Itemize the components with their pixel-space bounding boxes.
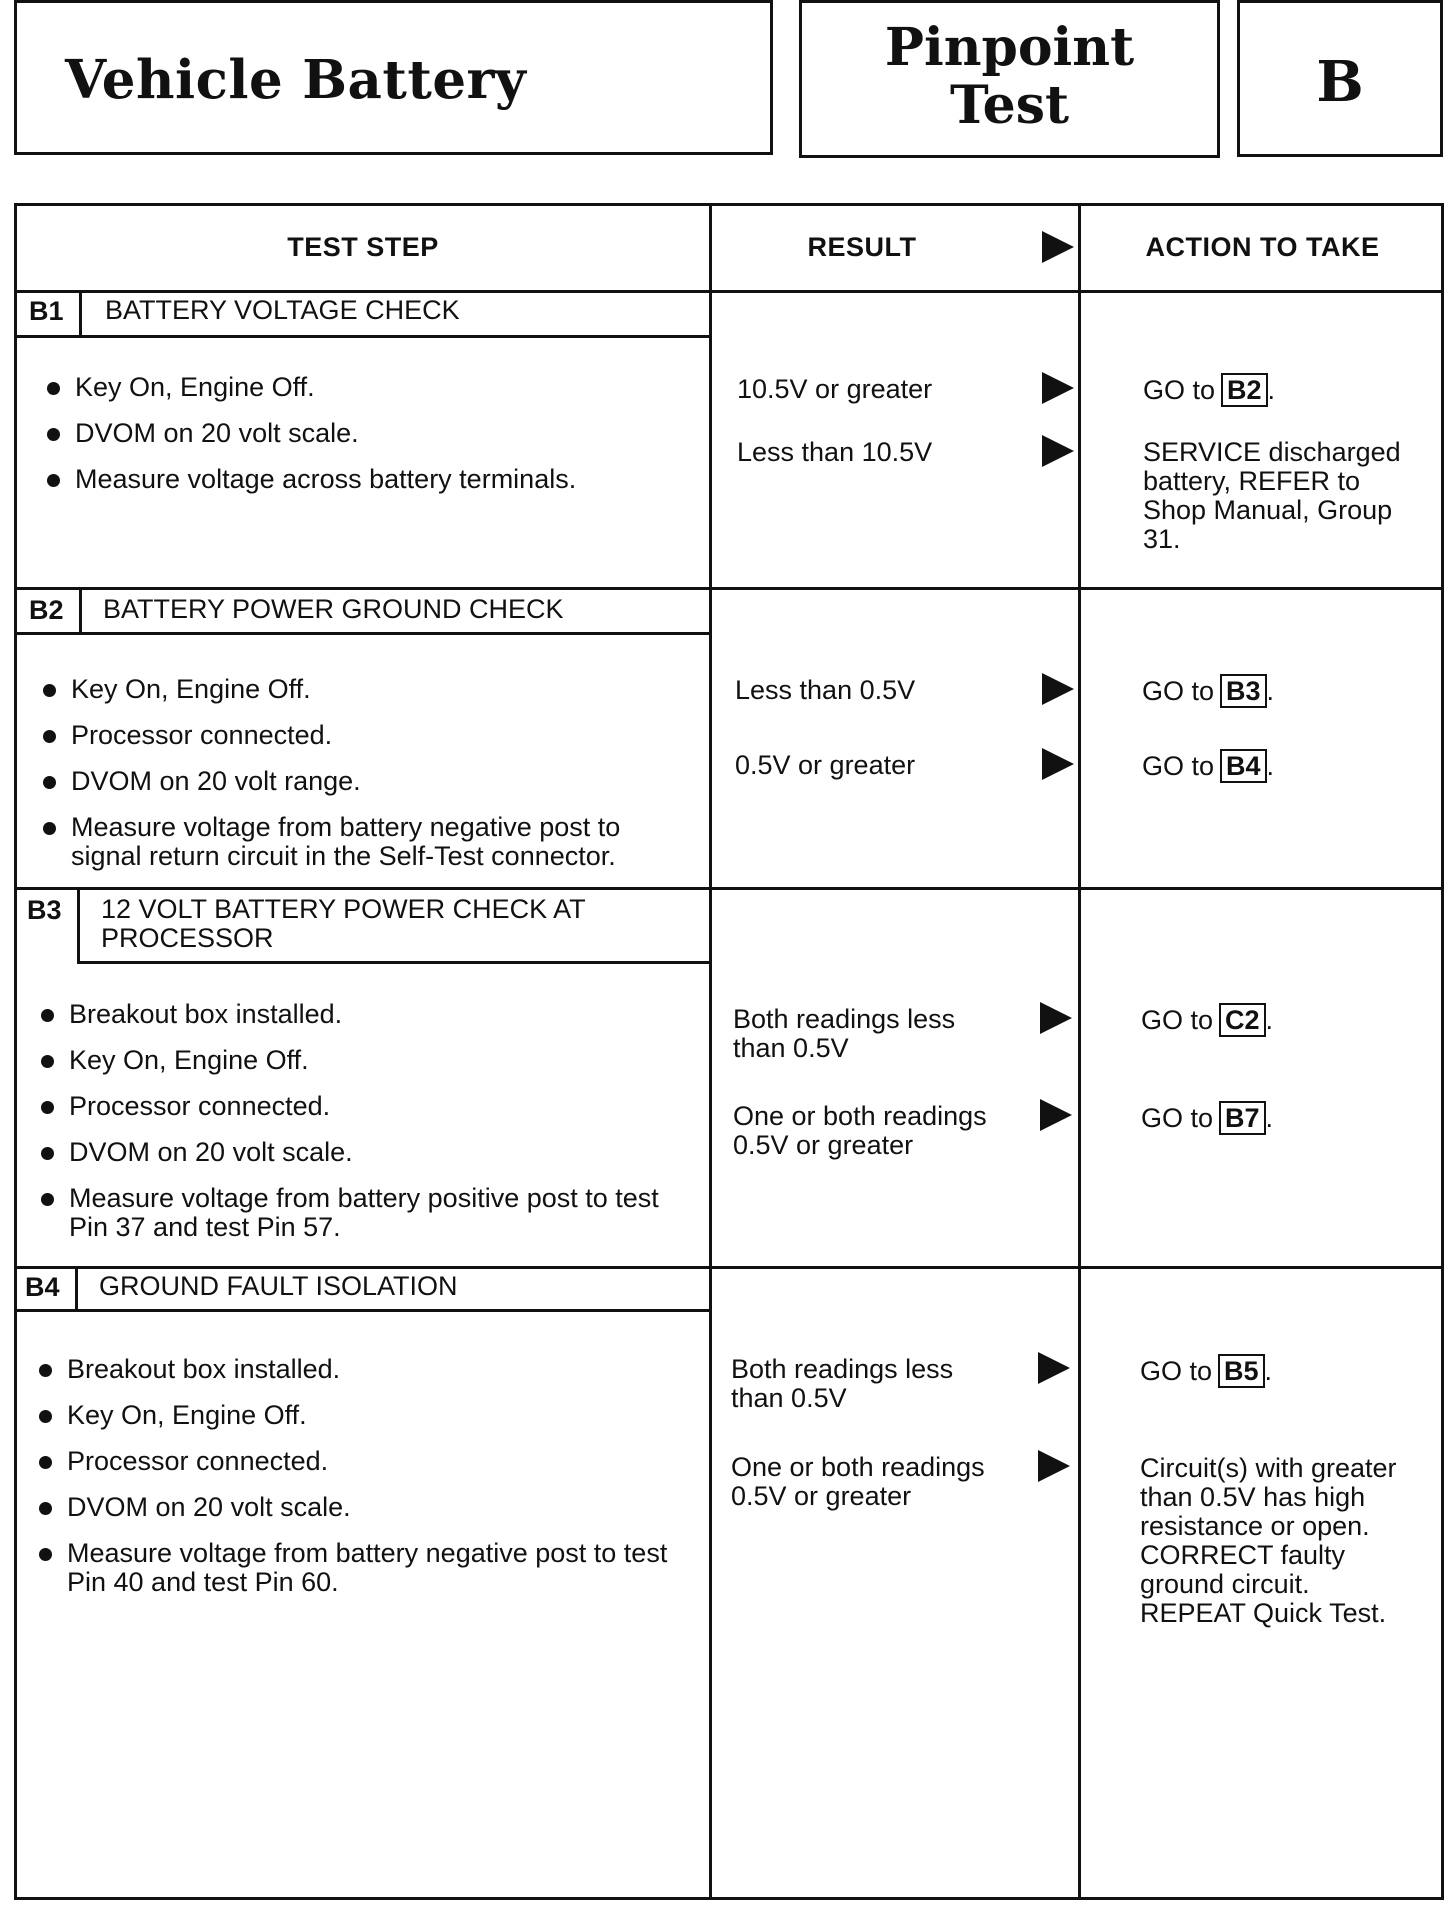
column-header-result: RESULT xyxy=(807,232,917,262)
action-suffix: . xyxy=(1265,1005,1274,1035)
pinpoint-test-table xyxy=(14,203,1444,1900)
column-divider xyxy=(709,206,712,1897)
action-text: Circuit(s) with greater than 0.5V has high resistance or open. CORRECT faulty ground circuit. REPEAT Quick Test. xyxy=(1140,1453,1397,1628)
step-title: GROUND FAULT ISOLATION xyxy=(99,1271,458,1301)
result-arrow-icon xyxy=(1042,673,1074,705)
step-divider xyxy=(17,587,1441,590)
result-arrow-icon xyxy=(1040,1002,1072,1034)
step-code: B4 xyxy=(25,1272,60,1302)
step-instructions xyxy=(37,1355,677,1597)
step-code: B1 xyxy=(29,296,64,326)
step-reference: B7 xyxy=(1219,1101,1266,1135)
action-goto xyxy=(1141,1101,1273,1135)
step-reference: B4 xyxy=(1220,749,1267,783)
step-reference: C2 xyxy=(1219,1003,1266,1037)
action-suffix: . xyxy=(1266,751,1275,781)
instruction-item: DVOM on 20 volt scale. xyxy=(37,1493,677,1522)
result-text: One or both readings 0.5V or greater xyxy=(733,1101,987,1160)
action-goto xyxy=(1140,1354,1272,1388)
instruction-item: Key On, Engine Off. xyxy=(41,675,681,704)
result-arrow-icon xyxy=(1040,1099,1072,1131)
result-text: Less than 0.5V xyxy=(735,675,916,705)
step-instructions xyxy=(45,373,685,494)
action-text: SERVICE discharged battery, REFER to Shop Manual, Group 31. xyxy=(1143,437,1401,554)
action-suffix: . xyxy=(1264,1356,1273,1386)
instruction-item: DVOM on 20 volt range. xyxy=(41,767,681,796)
action-prefix: GO to xyxy=(1141,1005,1214,1035)
instruction-item: Processor connected. xyxy=(41,721,681,750)
action-goto xyxy=(1142,674,1274,708)
step-reference: B2 xyxy=(1221,373,1268,407)
step-code: B3 xyxy=(27,895,62,925)
column-header-test-step: TEST STEP xyxy=(287,232,439,262)
result-arrow-icon xyxy=(1038,1450,1070,1482)
action-prefix: GO to xyxy=(1141,1103,1214,1133)
step-title-divider xyxy=(77,961,709,964)
action-goto xyxy=(1143,373,1275,407)
header-divider xyxy=(17,290,1441,293)
test-code-box xyxy=(1237,0,1443,157)
step-code-divider xyxy=(79,587,82,633)
step-title: BATTERY POWER GROUND CHECK xyxy=(103,594,564,624)
result-text: Less than 10.5V xyxy=(737,437,933,467)
result-text: Both readings less than 0.5V xyxy=(733,1004,956,1063)
result-arrow-icon xyxy=(1042,748,1074,780)
step-reference: B3 xyxy=(1220,674,1267,708)
instruction-item: Key On, Engine Off. xyxy=(39,1046,679,1075)
document-title: Vehicle Battery xyxy=(65,49,527,111)
result-arrow-icon xyxy=(1042,435,1074,467)
instruction-item: Measure voltage across battery terminals. xyxy=(45,465,685,494)
result-arrow-icon xyxy=(1042,372,1074,404)
instruction-item: Processor connected. xyxy=(39,1092,679,1121)
instruction-item: Key On, Engine Off. xyxy=(45,373,685,402)
step-title-divider xyxy=(17,632,709,635)
step-code-divider xyxy=(79,290,82,336)
result-text: 0.5V or greater xyxy=(735,750,916,780)
step-reference: B5 xyxy=(1218,1354,1265,1388)
action-prefix: GO to xyxy=(1140,1356,1213,1386)
result-arrow-icon xyxy=(1038,1352,1070,1384)
result-text: 10.5V or greater xyxy=(737,374,933,404)
action-prefix: GO to xyxy=(1142,751,1215,781)
action-suffix: . xyxy=(1265,1103,1274,1133)
test-type-label: Pinpoint Test xyxy=(884,17,1135,136)
step-instructions xyxy=(41,675,681,871)
instruction-item: Key On, Engine Off. xyxy=(37,1401,677,1430)
step-code: B2 xyxy=(29,595,64,625)
action-goto xyxy=(1142,749,1274,783)
step-divider xyxy=(17,887,1441,890)
column-divider xyxy=(1078,206,1081,1897)
step-title: 12 VOLT BATTERY POWER CHECK AT PROCESSOR xyxy=(101,894,586,953)
instruction-item: Processor connected. xyxy=(37,1447,677,1476)
instruction-item: DVOM on 20 volt scale. xyxy=(39,1138,679,1167)
step-code-divider xyxy=(77,887,80,963)
test-code-label: B xyxy=(1316,49,1364,115)
action-goto xyxy=(1141,1003,1273,1037)
result-arrow-icon xyxy=(1042,231,1074,263)
step-divider xyxy=(17,1266,1441,1269)
result-text: Both readings less than 0.5V xyxy=(731,1354,954,1413)
instruction-item: Measure voltage from battery negative post to test Pin 40 and test Pin 60. xyxy=(37,1539,677,1597)
result-text: One or both readings 0.5V or greater xyxy=(731,1452,985,1511)
instruction-item: Breakout box installed. xyxy=(39,1000,679,1029)
step-code-divider xyxy=(75,1266,78,1310)
column-header-action: ACTION TO TAKE xyxy=(1145,232,1380,262)
instruction-item: Measure voltage from battery negative post to signal return circuit in the Self-Test connector. xyxy=(41,813,681,871)
step-title: BATTERY VOLTAGE CHECK xyxy=(105,295,460,325)
instruction-item: Measure voltage from battery positive post to test Pin 37 and test Pin 57. xyxy=(39,1184,679,1242)
step-title-divider xyxy=(17,1309,709,1312)
action-suffix: . xyxy=(1267,375,1276,405)
title-box xyxy=(14,0,773,155)
instruction-item: DVOM on 20 volt scale. xyxy=(45,419,685,448)
test-type-box xyxy=(799,0,1220,158)
step-instructions xyxy=(39,1000,679,1242)
action-prefix: GO to xyxy=(1142,676,1215,706)
step-title-divider xyxy=(17,335,709,338)
instruction-item: Breakout box installed. xyxy=(37,1355,677,1384)
action-prefix: GO to xyxy=(1143,375,1216,405)
action-suffix: . xyxy=(1266,676,1275,706)
